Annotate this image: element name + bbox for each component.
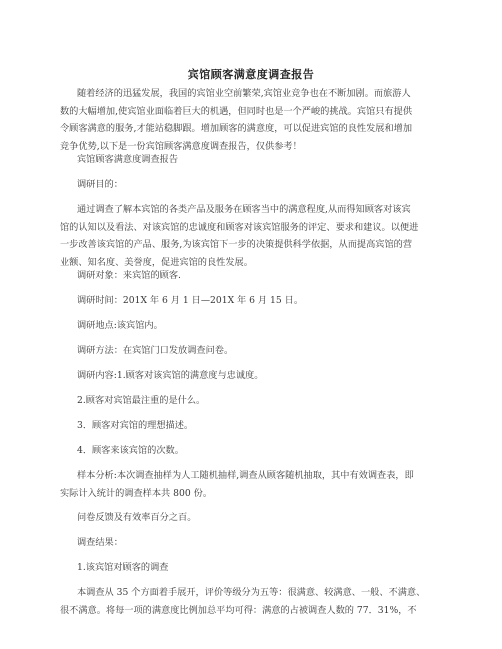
- text-line: 竞争优势,以下是一份宾馆顾客满意度调查报告，仅供参考！: [60, 140, 302, 152]
- results-paragraph: [60, 584, 450, 619]
- text-line: 业额、知名度、美誉度，促进宾馆的良性发展。: [60, 256, 253, 268]
- text-line: 馆的认知以及看法、对该宾馆的忠诚度和顾客对该宾馆服务的评定、要求和建议。以便进: [60, 221, 419, 233]
- text-line: 令顾客满意的服务,才能站稳脚跟。增加顾客的满意度，可以促进宾馆的良性发展和增加: [60, 123, 413, 134]
- research-time: [60, 292, 450, 310]
- text-line: 调研对象：来宾馆的顾客.: [77, 270, 181, 281]
- section-heading-purpose: [60, 176, 450, 194]
- text-line: 样本分析:本次调查抽样为人工随机抽样,调查从顾客随机抽取，其中有效调查表，即: [77, 470, 414, 481]
- sample-analysis: [60, 467, 450, 502]
- text-line: 1.该宾馆对顾客的调查: [77, 562, 169, 573]
- text-line: 调研方法：在宾馆门口发放调查问卷。: [77, 345, 234, 356]
- text-line: 调查结果：: [77, 537, 123, 548]
- text-line: 2.顾客对宾馆最注重的是什么。: [77, 395, 206, 406]
- text-line: 很不满意。将每一项的满意度比例加总平均可得：满意的占被调查人数的 77．31%，不: [60, 604, 417, 616]
- intro-paragraph: [60, 85, 450, 155]
- text-line: 3．顾客对宾馆的理想描述。: [77, 420, 194, 431]
- text-line: 实际计入统计的调查样本共 800 份。: [60, 487, 213, 499]
- text-line: 随着经济的迅猛发展，我国的宾馆业空前繁荣,宾馆业竞争也在不断加剧。而旅游人: [77, 88, 411, 99]
- section-heading-results: [60, 534, 450, 552]
- content-item-3: [60, 417, 450, 435]
- text-line: 调研目的：: [77, 179, 123, 190]
- research-content: [60, 367, 450, 385]
- content-item-2: [60, 392, 450, 410]
- research-target: [60, 267, 450, 285]
- text-line: 问卷反馈及有效率百分之百。: [77, 512, 197, 523]
- text-line: 本调查从 35 个方面着手展开，评价等级分为五等：很满意、较满意、一般、不满意、: [77, 587, 426, 598]
- research-location: [60, 317, 450, 335]
- content-item-4: [60, 442, 450, 460]
- purpose-paragraph: [60, 201, 450, 271]
- response-rate: [60, 509, 450, 527]
- text-line: 宾馆顾客满意度调查报告: [77, 154, 179, 165]
- text-line: 调研时间：201X 年 6 月 1 日—201X 年 6 月 15 日。: [77, 295, 304, 306]
- text-line: 调研内容:1.顾客对该宾馆的满意度与忠诚度。: [77, 370, 264, 381]
- text-line: 通过调查了解本宾馆的各类产品及服务在顾客当中的满意程度,从而得知顾客对该宾: [77, 204, 411, 215]
- report-subtitle: [60, 151, 450, 169]
- results-subheading: [60, 559, 450, 577]
- text-line: 一步改善该宾馆的产品、服务,为该宾馆下一步的决策提供科学依据，从而提高宾馆的营: [60, 239, 413, 250]
- research-method: [60, 342, 450, 360]
- text-line: 数的大幅增加,使宾馆业面临着巨大的机遇，但同时也是一个严峻的挑战。宾馆只有提供: [60, 105, 413, 117]
- document-title: 宾馆顾客满意度调查报告: [187, 68, 315, 81]
- text-line: 调研地点:该宾馆内。: [77, 320, 163, 331]
- text-line: 4．顾客来该宾馆的次数。: [77, 445, 184, 456]
